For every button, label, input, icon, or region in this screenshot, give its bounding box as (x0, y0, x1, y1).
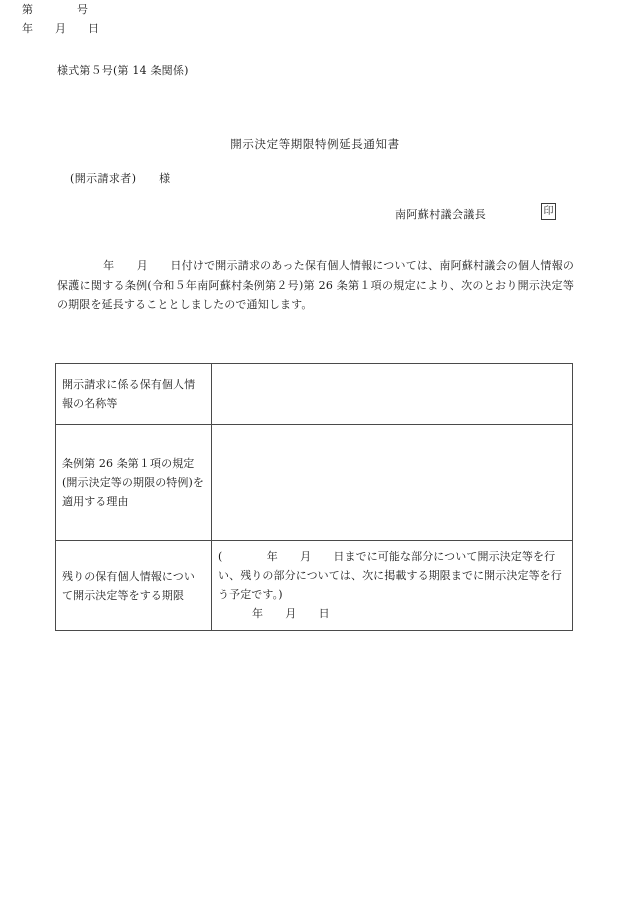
recipient-line: (開示請求者) 様 (70, 172, 171, 185)
row-value-subject-name[interactable] (212, 364, 573, 425)
row-value-deadline[interactable] (212, 541, 573, 631)
row-label-subject-name: 開示請求に係る保有個人情報の名称等 (56, 364, 212, 425)
deadline-note-text: ( 年 月 日までに可能な部分について開示決定等を行い、残りの部分については、次に掲載する期限までに開示決定等を行う予定です。) (218, 550, 562, 601)
table-row (56, 425, 573, 541)
form-number: 様式第５号(第 14 条関係) (57, 64, 189, 77)
body-paragraph-text: 年 月 日付けで開示請求のあった保有個人情報については、南阿蘇村議会の個人情報の保護に関する条例(令和５年南阿蘇村条例第２号)第 26 条第１項の規定により、次のとおり開示決定等の期限を延長することとしましたので通知します。 (57, 259, 574, 311)
issuer-name: 南阿蘇村議会議長 (395, 208, 487, 221)
row-value-reason[interactable] (212, 425, 573, 541)
seal-stamp-box: 印 (541, 203, 556, 220)
body-paragraph (57, 256, 574, 315)
document-date-line: 年 月 日 (22, 22, 99, 35)
document-meta-block (0, 0, 100, 38)
row-label-reason: 条例第 26 条第１項の規定(開示決定等の期限の特例)を適用する理由 (56, 425, 212, 541)
document-number-line: 第 号 (22, 3, 88, 16)
notification-form-table (55, 363, 573, 631)
page-title: 開示決定等期限特例延長通知書 (230, 137, 400, 151)
row-label-deadline: 残りの保有個人情報について開示決定等をする期限 (56, 541, 212, 631)
table-row (56, 364, 573, 425)
deadline-date-line: 年 月 日 (252, 607, 330, 620)
table-row (56, 541, 573, 631)
